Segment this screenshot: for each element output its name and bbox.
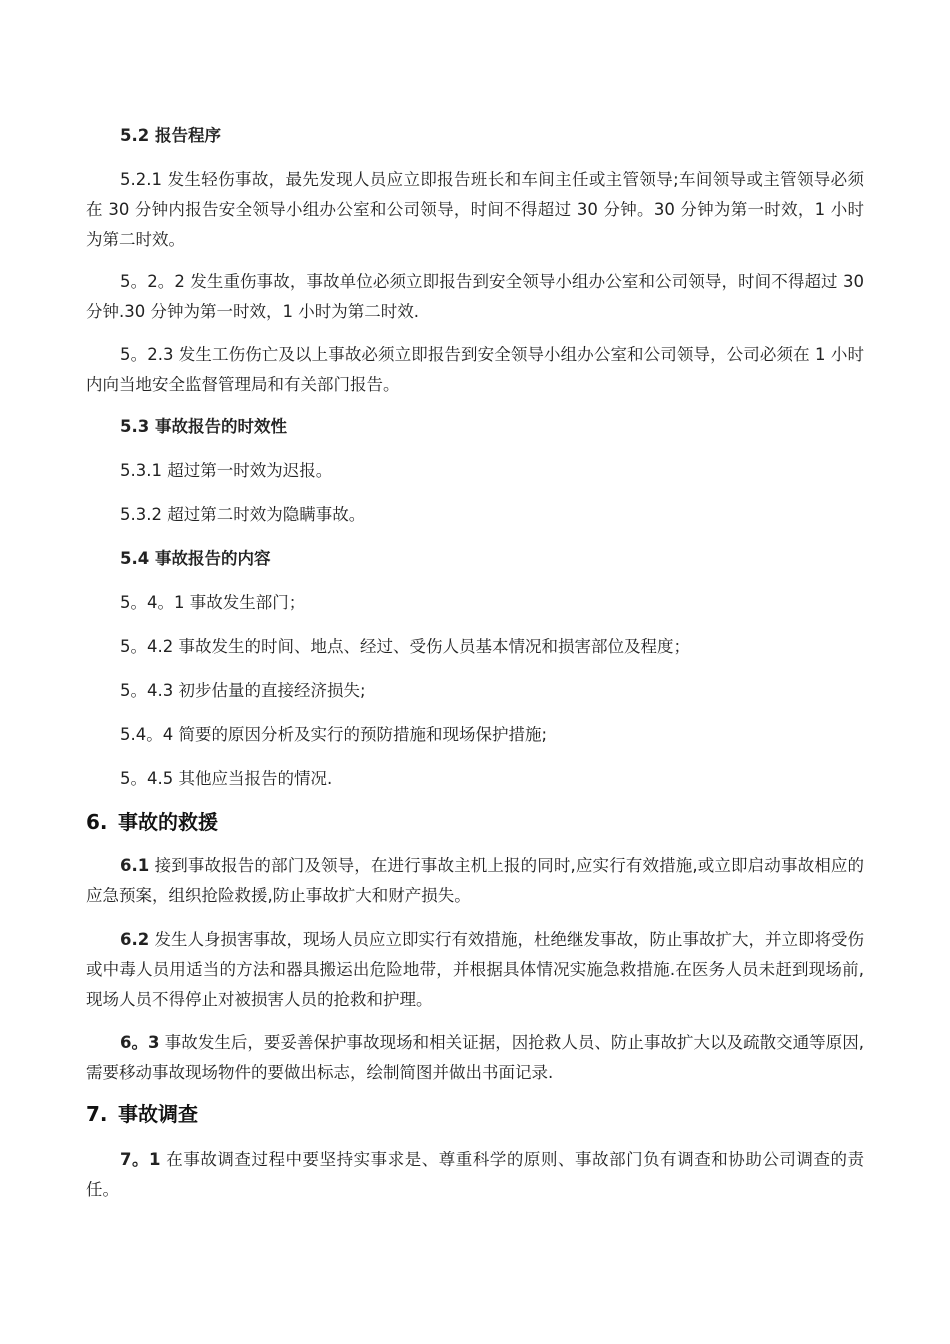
paragraph-5-4-5: 5。4.5 其他应当报告的情况. bbox=[120, 769, 333, 788]
section-heading-6 bbox=[86, 807, 864, 837]
paragraph-6-2 bbox=[86, 925, 864, 1015]
paragraph-5-4-2: 5。4.2 事故发生的时间、地点、经过、受伤人员基本情况和损害部位及程度； bbox=[120, 637, 690, 656]
paragraph-6-1 bbox=[86, 851, 864, 911]
section-number: 7. bbox=[86, 1102, 108, 1126]
paragraph-5-3-1: 5.3.1 超过第一时效为迟报。 bbox=[120, 461, 333, 480]
section-title: 事故调查 bbox=[118, 1102, 198, 1126]
paragraph-5-4-3: 5。4.3 初步估量的直接经济损失; bbox=[120, 681, 366, 700]
paragraph-text: 接到事故报告的部门及领导，在进行事故主机上报的同时,应实行有效措施,或立即启动事故相应的应急预案，组织抢险救援,防止事故扩大和财产损失。 bbox=[86, 856, 864, 905]
paragraph-5-3-2: 5.3.2 超过第二时效为隐瞒事故。 bbox=[120, 505, 366, 524]
subsection-heading-5-4: 5.4 事故报告的内容 bbox=[120, 549, 271, 568]
paragraph-7-1 bbox=[86, 1145, 864, 1205]
paragraph-5-4-1: 5。4。1 事故发生部门； bbox=[120, 593, 306, 612]
paragraph-text: 事故发生后，要妥善保护事故现场和相关证据，因抢救人员、防止事故扩大以及疏散交通等原因,需要移动事故现场物件的要做出标志，绘制简图并做出书面记录. bbox=[86, 1033, 864, 1082]
paragraph-number: 7。1 bbox=[120, 1150, 161, 1169]
subsection-heading-5-2: 5.2 报告程序 bbox=[120, 126, 221, 145]
subsection-heading-5-3: 5.3 事故报告的时效性 bbox=[120, 417, 287, 436]
paragraph-text: 发生人身损害事故，现场人员应立即实行有效措施，杜绝继发事故，防止事故扩大，并立即将受伤或中毒人员用适当的方法和器具搬运出危险地带，并根据具体情况实施急救措施.在医务人员未赶到现场前,现场人员不得停止对被损害人员的抢救和护理。 bbox=[86, 930, 864, 1009]
section-title: 事故的救援 bbox=[118, 810, 218, 834]
paragraph-5-2-2: 5。2。2 发生重伤事故，事故单位必须立即报告到安全领导小组办公室和公司领导，时间不得超过 30 分钟.30 分钟为第一时效，1 小时为第二时效. bbox=[86, 272, 864, 321]
paragraph-5-4-4: 5.4。4 简要的原因分析及实行的预防措施和现场保护措施; bbox=[120, 725, 548, 744]
paragraph-5-2-3: 5。2.3 发生工伤伤亡及以上事故必须立即报告到安全领导小组办公室和公司领导，公司必须在 1 小时内向当地安全监督管理局和有关部门报告。 bbox=[86, 345, 864, 394]
paragraph-number: 6.2 bbox=[120, 930, 150, 949]
section-number: 6. bbox=[86, 810, 108, 834]
paragraph-text: 在事故调查过程中要坚持实事求是、尊重科学的原则、事故部门负有调查和协助公司调查的责任。 bbox=[86, 1150, 864, 1199]
paragraph-6-3 bbox=[86, 1028, 864, 1088]
section-heading-7 bbox=[86, 1099, 864, 1129]
paragraph-number: 6.1 bbox=[120, 856, 150, 875]
paragraph-number: 6。3 bbox=[120, 1033, 160, 1052]
paragraph-5-2-1: 5.2.1 发生轻伤事故，最先发现人员应立即报告班长和车间主任或主管领导;车间领导或主管领导必须在 30 分钟内报告安全领导小组办公室和公司领导，时间不得超过 30 分钟。30 分钟为第一时效，1 小时为第二时效。 bbox=[86, 170, 864, 249]
